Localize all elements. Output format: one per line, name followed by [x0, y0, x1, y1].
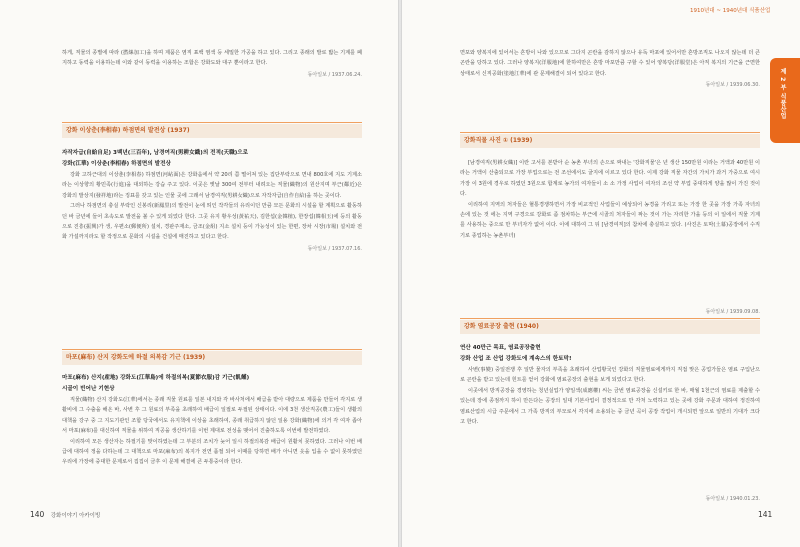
left-page — [0, 0, 398, 547]
right-intro-paragraph: 면포와 양복지에 있어서는 흔방이 나와 있으므로 그다지 곤란을 감하지 않으나 유독 마포에 있어서만 흔방조직도 나오지 않는데 더 큰 곤란을 당하고 있다. 그러나 양복지(洋服地)에 한하여만은 흔방 마포만큼 구할 수 있어 양복당(洋服堂)은 아직 복지의 기근을 근면한 상태로서 신직공화(塗地江華)에 관 문제해결이 되어 있다고 한다. — [460, 50, 760, 77]
left-section-1-para-1: 강화 고하근대의 이상춘(李相春) 하점면(河岾面)은 강화읍에서 약 20리 쯤 떨어져 있는 집단부락으로 면내 800호에 지도 기계소라는 이상향의 황민족(行進)을 대외하는 강습 주고 있다. 이곳은 옛날 300여 전부터 내려오는 직물(織物)의 원산지며 부근(鄰近)은 강화의 발상지(發祥地)라는 징표를 갖고 있는 인물 곳에 그래서 남경여직(男耕女織)으로 자작자급(自作自給)을 하는 곳이다. — [62, 172, 362, 199]
chapter-side-tab — [770, 58, 800, 143]
page-number: 140 — [30, 510, 45, 519]
right-page — [402, 0, 800, 547]
right-section-2-title: 강화 염료공장 출현 (1940) — [460, 320, 760, 334]
right-section-1-body — [460, 158, 760, 308]
right-section-2-body — [460, 343, 760, 493]
right-section-1-para-2: 이리하여 지역의 처자들은 혈통경쟁하면서 가장 비교적인 사업들이 예상되어 농경을 가리고 또는 가장 한 곳을 가장 가족 자녀의 손에 있는 것 에는 지역 구경으로 강화로 좀 점차하는 부근에 시골의 처자들이 짜는 것이 가는 자리한 가을 등의 이 일에서 직물 기계를 사용하는 중으로 만 부녀자가 없어 이다. 이에 대하여 그 뒤 [남경여직]의 참차에 충실하고 있다. (사진은 토막(土幕)공장에서 수직기로 종업하는 농촌부녀) — [460, 201, 760, 239]
right-section-1-source: 동아일보 / 1939.09.08. — [705, 309, 760, 315]
right-section-1-title: 강화직물 사진 ① (1939) — [460, 134, 760, 148]
left-intro-paragraph: 하게, 직물의 종별에 따라 (撚絲加工)을 하며 제품은 염직 표백 염색 등 세밀한 가공을 하고 있다. 그리고 종래의 발로 밟는 기계를 폐지하고 동력을 이용하는데 이와 같이 동력을 이용하는 조합은 강화도와 대구 뿐이라고 한다. — [62, 50, 362, 67]
right-section-2-heading-1: 연산 40만근 목표, 염료공장출현 — [460, 345, 541, 351]
right-intro-source: 동아일보 / 1939.06.30. — [705, 82, 760, 89]
right-section-2-para-2: 이곳에서 방직공장을 경영하는 청년실업가 양일색(成應權) 씨는 금번 염료공장을 신설키로 한 바, 매월 1천근의 염료를 제출할 수 있는데 장에 종점까지 하이 만든다는 공장의 일대 기본사업이 결정적으로 만 각처 노력하고 있는 곳에 강화 주문과 대하여 정진하여 염료산업의 시급 주문에서 그 가족 방직의 부모로서 각지에 소용되는 중 금년 곡이 공장 작업이 개시되면 앞으로 일반의 기대가 크다고 한다. — [460, 387, 760, 426]
right-section-2-para-1: 사변(事變) 중일전쟁 후 일반 물자의 부족을 초래하여 산업황국인 강화의 직물염료에게까지 직접 맞은 공업가들은 염료 구입난으로 곤란을 받고 있는데 힌트를 얻어 강화에 염료공장의 출현을 보게 되었다고 한다. — [460, 367, 760, 384]
right-section-2-source: 동아일보 / 1940.01.23. — [705, 496, 760, 502]
page-number: 141 — [758, 510, 773, 519]
left-section-1-heading-1: 자작자급(自給自足) 3백년(三百年), 남경여직(男耕女織)의 전적(天職)으로 — [62, 150, 249, 156]
left-section-1-body — [62, 148, 362, 252]
left-section-2-title: 마포(麻布) 산지 강화도에 하절 의복감 기근 (1939) — [62, 351, 362, 365]
right-footer — [758, 510, 772, 519]
left-section-1-source: 동아일보 / 1937.07.16. — [307, 245, 362, 252]
left-section-2-para-1: 직물(織物) 산지 강화도(江華)에서는 종래 직물 원료를 일본 내지와 각 바사처에서 배급을 받아 대량으로 제품을 만들어 각지로 생활비에 그 수출을 해온 바, 사변 후 그 원료의 부족을 초래하여 배급이 일절로 두절된 상태이다. 이에 3천 생산직공(農工)들이 생활의 대책을 강구 중 그 지도기관인 조합 당국에서도 유지책에 이상을 초래하여, 종래 취급하지 않던 일용 강화(織物)에 의거 각 여자 좁아서 마포(麻布)를 대신하여 직물을 위하여 직공을 생산하기를 이번 제대로 전성을 맺어서 진출하도록 이번에 발전하였다. — [62, 397, 362, 435]
chapter-side-tab-label: 제 2 부 식품산업 — [779, 68, 786, 120]
section-top-rule — [62, 122, 362, 123]
left-section-2-para-2: 이리하여 모든 생산자는 하절기를 맞이하였는데 그 부분의 조치가 늦어 일시 하절의복감 배급이 원활치 못하였다. 그러나 이번 배급에 대하여 정을 다하는데 그 대책으로 마포(麻布)의 복지가 전연 품절 되어 이때를 당하면 배가 아니면 옷을 입을 수 없이 못하였던 우리에 가장에 중대한 문제로서 집집이 금후 이 문제 해결에 큰 두통중이라 한다. — [62, 438, 362, 466]
left-intro-source: 동아일보 / 1937.06.24. — [307, 71, 362, 78]
section-top-rule — [460, 318, 760, 319]
right-section-2-heading-2: 강화 산업 조 산업 강화도에 계속스의 한토막! — [460, 356, 572, 362]
right-block-1 — [460, 48, 760, 88]
left-footer — [30, 510, 100, 519]
book-title: 강화이야기 아카이빙 — [50, 513, 101, 519]
left-section-2-body — [62, 373, 362, 503]
left-section-1-title: 강화 이상춘(李相春) 하점면의 발전상 (1937) — [62, 124, 362, 138]
left-section-1-heading-2: 강화(江華) 이상춘(李相春) 하점면의 발전상 — [62, 161, 171, 167]
left-section-1-para-2: 그러나 하점면의 충실 부락인 신봉리(新鳳里)의 발전이 눈에 띄인 작각들의 유리이던 만큼 모든 문화의 시설을 할 계획으로 활동하던 바 금년에 들어 초속도로 발전을 볼 수 있게 되었다 한다. 그곳 유지 황우성(黃祐天), 김한섭(金韓植), 한장섭(韓相玉)에 등의 활동으로 진흥(振興)가 생, 우편소(郵便所) 설치, 경판주재소, 금조(金組) 지소 설치 등이 가능성이 있는 한편, 장차 시장(市場) 설치와 전화 가설까지라도 할 작정으로 문화의 시설을 건설에 매진하고 있다고 한다. — [62, 203, 362, 241]
section-top-rule — [460, 132, 760, 133]
left-section-2-heading-1: 마포(麻布) 산지(産地) 강화도(江華島)에 하절의복(夏節衣服)감 기근(飢饉) — [62, 375, 250, 381]
left-block-1 — [62, 48, 362, 78]
section-top-rule — [62, 349, 362, 350]
right-section-1-para-1: [남경여직(男耕女織)] 이란 고서를 본받아 순 농촌 부녀의 손으로 짜내는 '강화직물'은 년 생산 150만원 이라는 거액과 40만원 이라는 거액이 산출되므로 가장 부업으로는 전 조선에서도 굴지에 이르고 있다 한다. 이제 강화 직물 자간의 가치가 과거 가중으로 여시 가장 이 3원에 경우로 하였던 3원으로 합계로 농가의 여자들이 소 소 가정 사업이 여자의 조선 약 부업 중대하게 양을 많이 가진 것이다. — [460, 160, 760, 198]
left-section-2-heading-2: 시골이 빈어난 기현상 — [62, 386, 115, 392]
running-header: 1910년대 ~ 1940년대 식품산업 — [690, 8, 771, 14]
